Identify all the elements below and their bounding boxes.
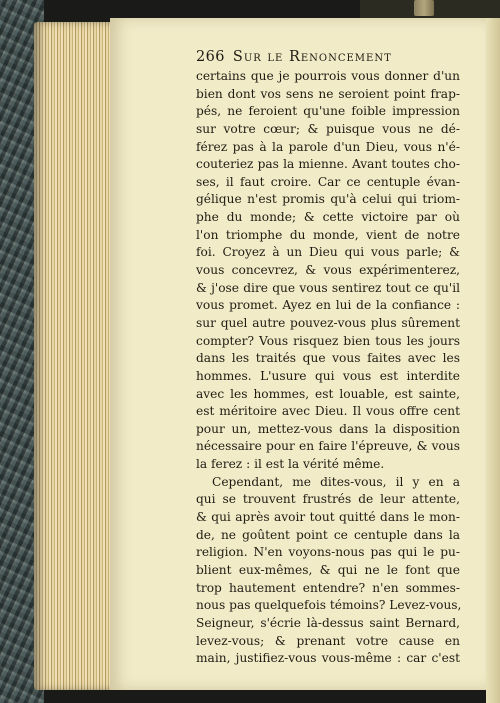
page-text [196, 46, 460, 668]
text-line: férez pas à la parole d'un Dieu, vous n'é- [196, 139, 460, 154]
text-line: gélique n'est promis qu'à celui qui triom- [196, 192, 460, 207]
text-line: main, justifiez-vous vous-même : car c'est [196, 651, 460, 666]
text-line: qui se trouvent frustrés de leur attente, [196, 492, 460, 507]
text-line: pour un, mettez-vous dans la disposition [196, 421, 460, 436]
text-line: nécessaire pour en faire l'épreuve, & vous [196, 439, 460, 454]
text-line: sur quel autre pouvez-vous plus sûrement [196, 315, 460, 330]
running-header [196, 46, 460, 68]
text-line: & qui après avoir tout quitté dans le mon- [196, 510, 460, 525]
text-line: & j'ose dire que vous sentirez tout ce qu'il [196, 280, 460, 295]
text-line: blient eux-mêmes, & qui ne le font que [196, 562, 460, 577]
text-line: Cependant, me dites-vous, il y en a [212, 474, 460, 489]
page-edges [34, 22, 112, 690]
next-leaf-edge [486, 14, 500, 703]
text-line: certains que je pourrois vous donner d'un [196, 69, 460, 83]
text-line: avec les hommes, est louable, est sainte, [196, 386, 460, 401]
text-line: phe du monde; & cette victoire par où [196, 210, 460, 225]
text-line: vous promet. Ayez en lui de la confiance : [196, 298, 460, 313]
bookmark-ribbon [414, 0, 434, 16]
text-line: Seigneur, s'écrie là-dessus saint Bernard, [196, 615, 460, 630]
text-line: hommes. L'usure qui vous est interdite [196, 368, 460, 383]
text-line: vous concevrez, & vous expérimenterez, [196, 263, 460, 278]
running-title: Sur le Renoncement [232, 49, 392, 65]
text-line: bien dont vos sens ne seroient point frap- [196, 86, 460, 101]
text-line: de, ne goûtent point ce centuple dans la [196, 527, 460, 542]
text-line: pés, ne feroient qu'une foible impression [196, 104, 460, 119]
text-line: religion. N'en voyons-nous pas qui le pu- [196, 545, 460, 560]
page-number: 266 [196, 49, 225, 65]
text-line: sur votre cœur; & puisque vous ne dé- [196, 121, 460, 136]
text-line: la ferez : il est la vérité même. [196, 457, 385, 472]
text-line: levez-vous; & prenant votre cause en [196, 633, 460, 648]
text-line: l'on triomphe du monde, vient de notre [196, 227, 460, 242]
text-line: foi. Croyez à un Dieu qui vous parle; & [196, 245, 460, 260]
text-line: dans les traités que vous faites avec les [196, 351, 460, 366]
text-line: ses, il faut croire. Car ce centuple évan- [196, 174, 460, 189]
text-line: nous pas quelquefois témoins? Levez-vous, [196, 598, 462, 613]
text-lines [196, 68, 460, 668]
text-line: trop hautement entendre? n'en sommes- [196, 580, 460, 595]
text-line: est méritoire avec Dieu. Il vous offre cent [196, 404, 460, 419]
text-line: compter? Vous risquez bien tous les jours [196, 333, 460, 348]
text-line: couteriez pas la mienne. Avant toutes cho- [196, 157, 460, 172]
